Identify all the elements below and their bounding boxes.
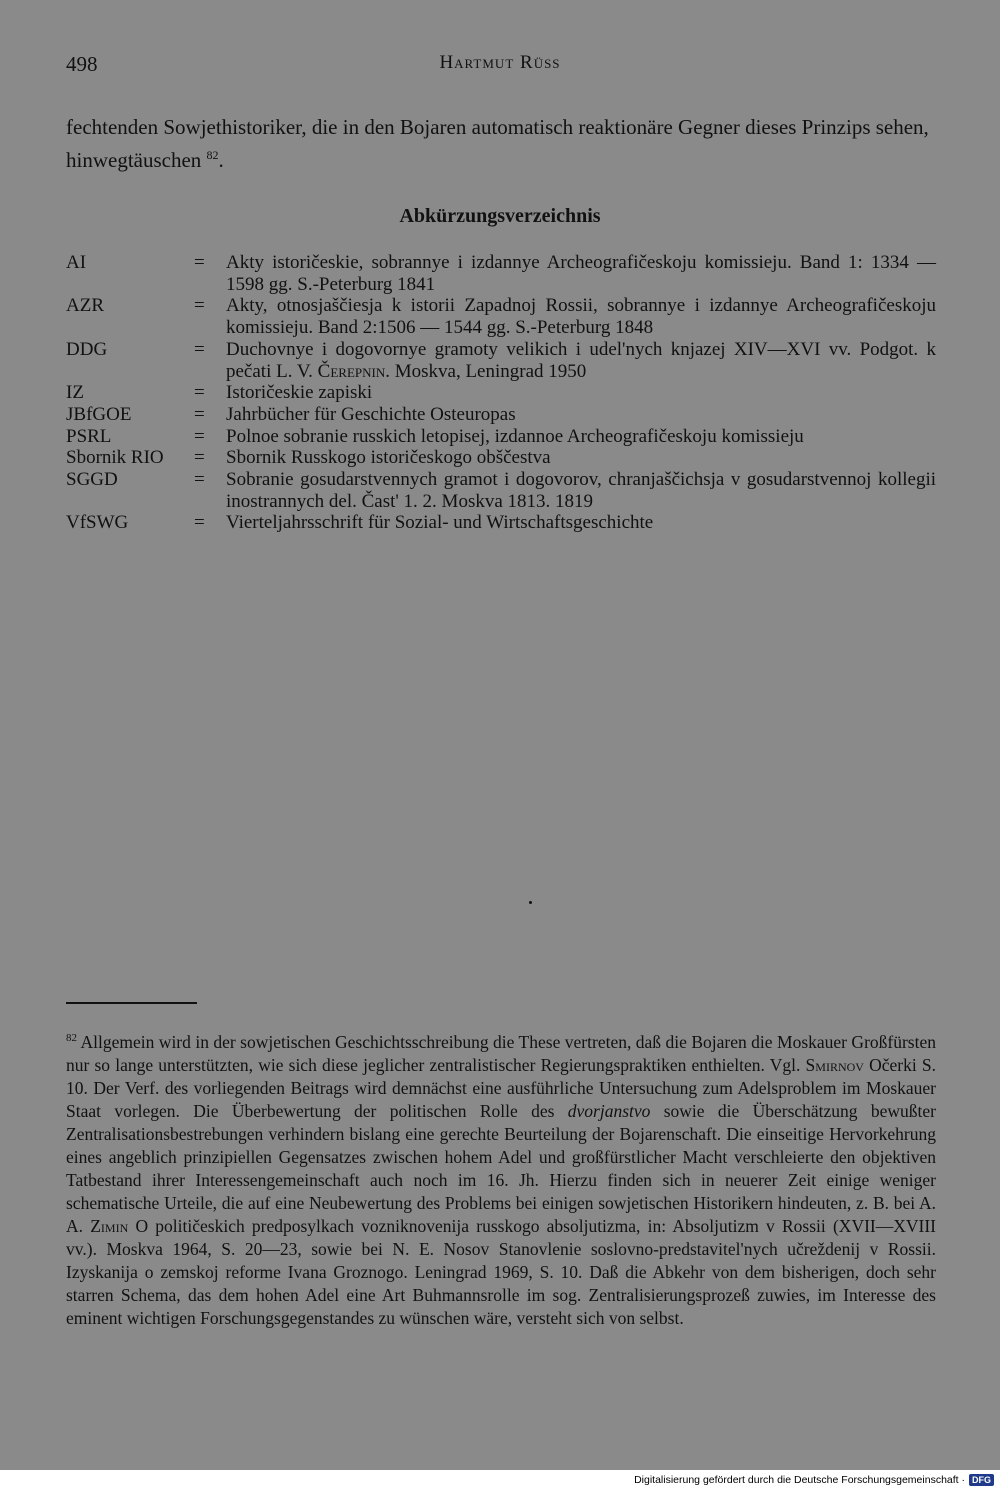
footnote-divider <box>66 1002 197 1004</box>
abbreviation-definition: Polnoe sobranie russkich letopisej, izdannoe Archeografičeskoju komissieju <box>226 425 804 447</box>
footnote-text: Allgemein wird in der sowjetischen Geschichtsschreibung die These vertreten, daß die Bojaren die Moskauer Großfürsten nur so lange unterstützten, wie sich diese jeglicher zentralistischer Regierungspraktiken enthielten. Vgl. <box>66 1031 936 1075</box>
author-name: Čerepnin <box>317 360 386 382</box>
abbreviation-row <box>66 339 936 382</box>
definition-text: . Moskva, Leningrad 1950 <box>385 360 587 382</box>
equals-sign: = <box>194 382 205 404</box>
abbreviation-row <box>66 295 936 338</box>
abbreviation-list <box>66 252 936 534</box>
abbreviation-key: SGGD <box>66 469 118 491</box>
dfg-logo-icon: DFG <box>969 1474 994 1486</box>
abbreviation-row <box>66 426 936 448</box>
footnote-reference: 82 <box>206 148 219 162</box>
abbreviation-key: AZR <box>66 295 104 317</box>
abbreviation-row <box>66 252 936 295</box>
abbreviation-key: PSRL <box>66 425 112 447</box>
footnote-text: O političeskich predposylkach vozniknovenija russkogo absoljutizma, in: Absoljutizm v Rossii (XVII—XVIII vv.). Moskva 1964, S. 20—23, sowie bei N. E. Nosov Stanovlenie soslovno-predstavitel'nych učreždenij v Rossii. Izyskanija o zemskoj reforme Ivana Groznogo. Leningrad 1969, S. 10. Daß die Abkehr von dem bisherigen, doch sehr starren Schema, das dem hohen Adel eine Art Buhmannsrolle im sog. Zentralisierungsprozeß zuwies, im Interesse des eminent wichtigen Forschungsgegenstandes zu wünschen wäre, versteht sich von selbst. <box>66 1215 936 1328</box>
equals-sign: = <box>194 469 205 491</box>
digitization-credit <box>634 1474 994 1486</box>
definition-text: Duchovnye i dogovornye gramoty velikich i udel'nych knjazej XIV—XVI vv. Podgot. k pečati L. V. <box>226 338 936 382</box>
equals-sign: = <box>194 512 205 534</box>
abbreviation-definition: Sobranie gosudarstvennych gramot i dogovorov, chranjaščichsja v gosudarstvennoj kollegii inostrannych del. Čast' 1. 2. Moskva 1813. 1819 <box>226 469 936 512</box>
footnote-text: Očerki S. 10. Der Verf. des vorliegenden Beitrags wird demnächst eine ausführliche Untersuchung zum Adelsproblem im Moskauer Staat vorlegen. Die Überbewertung der politischen Rolle des <box>66 1054 936 1121</box>
footnote-number: 82 <box>66 1032 77 1044</box>
abbreviation-row <box>66 512 936 534</box>
abbreviation-definition: Jahrbücher für Geschichte Osteuropas <box>226 403 516 425</box>
abbreviation-key: DDG <box>66 338 108 360</box>
equals-sign: = <box>194 295 205 317</box>
author-name: Zimin <box>90 1215 129 1236</box>
abbreviation-definition: Sbornik Russkogo istoričeskogo obščestva <box>226 447 551 469</box>
page-number: 498 <box>66 52 98 76</box>
author-name: Smirnov <box>805 1054 864 1075</box>
abbreviation-definition <box>226 339 936 382</box>
equals-sign: = <box>194 447 205 469</box>
abbreviation-key: VfSWG <box>66 512 129 534</box>
body-paragraph <box>66 113 936 174</box>
stray-mark <box>529 901 532 904</box>
credit-text: Digitalisierung gefördert durch die Deutsche Forschungsgemeinschaft · <box>634 1474 965 1486</box>
abbreviation-key: AI <box>66 252 87 273</box>
abbreviation-definition: Akty istoričeskie, sobrannye i izdannye Archeografičeskoju komissieju. Band 1: 1334 — 1598 gg. S.-Peterburg 1841 <box>226 252 936 295</box>
abbreviation-key: Sbornik RIO <box>66 447 164 469</box>
abbreviation-key: JBfGOE <box>66 403 132 425</box>
paragraph-end: . <box>218 148 224 172</box>
abbreviation-row <box>66 404 936 426</box>
abbreviation-row <box>66 447 936 469</box>
abbreviation-key: IZ <box>66 382 84 404</box>
running-head: Hartmut Rüss <box>439 52 561 73</box>
footnote <box>66 1027 936 1330</box>
paragraph-text: fechtenden Sowjethistoriker, die in den Bojaren automatisch reaktionäre Gegner dieses Prinzips sehen, hinwegtäuschen <box>66 115 929 172</box>
abbreviation-row <box>66 469 936 512</box>
abbreviation-definition: Akty, otnosjaščiesja k istorii Zapadnoj Rossii, sobrannye i izdannye Archeografičeskoju komissieju. Band 2:1506 — 1544 gg. S.-Peterburg 1848 <box>226 295 936 339</box>
italic-term: dvorjanstvo <box>567 1100 651 1121</box>
footnote-text: sowie die Überschätzung bewußter Zentralisationsbestrebungen verhindern bislang eine gerechte Beurteilung der Bojarenschaft. Die einseitige Hervorkehrung eines angeblich prinzipiellen Gegensatzes zwischen hohem Adel und großfürstlicher Macht verschleierte den objektiven Tatbestand ihrer Interessengemeinschaft auch noch im 16. Jh. Hierzu finden sich in neuerer Zeit einige weniger schematische Urteile, die auf eine Neubewertung des Problems bei einigen sowjetischen Historikern hindeuten, z. B. bei A. A. <box>66 1100 936 1236</box>
equals-sign: = <box>194 403 205 425</box>
abbreviation-definition: Vierteljahrsschrift für Sozial- und Wirtschaftsgeschichte <box>226 512 654 534</box>
equals-sign: = <box>194 338 205 360</box>
section-heading: Abkürzungsverzeichnis <box>399 205 601 227</box>
equals-sign: = <box>194 252 205 273</box>
abbreviation-row <box>66 382 936 404</box>
equals-sign: = <box>194 425 205 447</box>
abbreviation-definition: Istoričeskie zapiski <box>226 382 373 404</box>
